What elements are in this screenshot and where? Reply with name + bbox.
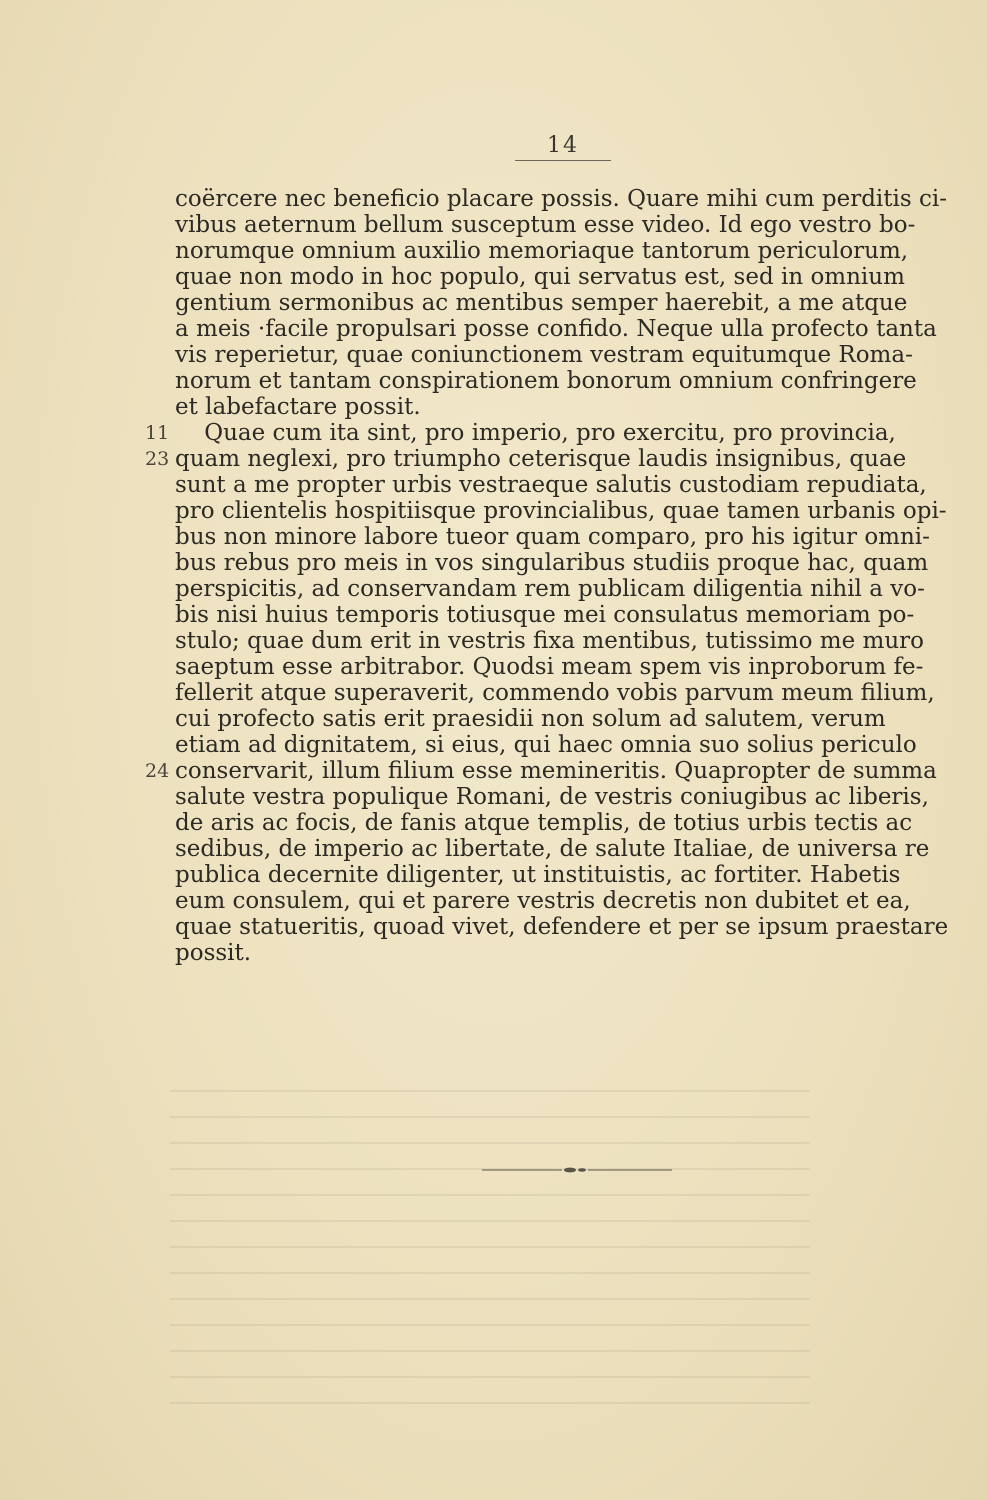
bleed-through-text — [170, 1090, 810, 1410]
text-line-content: vis reperietur, quae coniunctionem vestram equitumque Roma- — [175, 342, 913, 368]
margin-line-number: 11 — [145, 422, 170, 444]
text-line-content: cui profecto satis erit praesidii non solum ad salutem, verum — [175, 706, 886, 732]
text-line-content: sunt a me propter urbis vestraeque salutis custodiam repudiata, — [175, 472, 927, 498]
text-line-content: pro clientelis hospitiisque provincialibus, quae tamen urbanis opi- — [175, 498, 947, 524]
text-line-content: conservarit, illum filium esse memineritis. Quapropter de summa — [175, 758, 937, 784]
text-line-content: norum et tantam conspirationem bonorum omnium confringere — [175, 368, 917, 394]
text-line — [145, 758, 965, 784]
text-line-content: stulo; quae dum erit in vestris fixa mentibus, tutissimo me muro — [175, 628, 924, 654]
text-line-content: bus rebus pro meis in vos singularibus studiis proque hac, quam — [175, 550, 929, 576]
text-line — [175, 368, 965, 394]
text-line — [145, 446, 965, 472]
text-line-content: etiam ad dignitatem, si eius, qui haec omnia suo solius periculo — [175, 732, 917, 758]
text-line — [175, 628, 965, 654]
text-line — [175, 186, 965, 212]
text-line — [175, 394, 965, 420]
text-line — [175, 654, 965, 680]
text-line — [175, 550, 965, 576]
text-line-content: saeptum esse arbitrabor. Quodsi meam spem vis inproborum fe- — [175, 654, 924, 680]
text-line-content: quam neglexi, pro triumpho ceterisque laudis insignibus, quae — [175, 446, 907, 472]
text-line — [175, 784, 965, 810]
text-line — [175, 576, 965, 602]
text-line — [175, 316, 965, 342]
text-line — [175, 342, 965, 368]
text-line — [175, 498, 965, 524]
text-line — [175, 212, 965, 238]
text-line-content: publica decernite diligenter, ut instituistis, ac fortiter. Habetis — [175, 862, 901, 888]
text-line-content: bus non minore labore tueor quam comparo, pro his igitur omni- — [175, 524, 930, 550]
text-line-content: sedibus, de imperio ac libertate, de salute Italiae, de universa re — [175, 836, 930, 862]
text-line-content: et labefactare possit. — [175, 394, 421, 420]
text-line — [175, 472, 965, 498]
page-number-rule — [515, 160, 611, 161]
text-line — [175, 940, 965, 966]
page-number: 14 — [547, 133, 579, 158]
text-line — [175, 290, 965, 316]
text-line — [175, 602, 965, 628]
text-line — [175, 914, 965, 940]
text-line-content: norumque omnium auxilio memoriaque tantorum periculorum, — [175, 238, 909, 264]
text-line — [145, 420, 965, 446]
text-line-content: quae statueritis, quoad vivet, defendere et per se ipsum praestare — [175, 914, 949, 940]
text-line — [175, 680, 965, 706]
margin-line-number: 24 — [145, 760, 170, 782]
text-line-content: coërcere nec beneficio placare possis. Quare mihi cum perditis ci- — [175, 186, 948, 212]
text-line-content: a meis ·facile propulsari posse confido. Neque ulla profecto tanta — [175, 316, 937, 342]
text-line — [175, 888, 965, 914]
latin-text-block — [145, 186, 965, 966]
text-line-content: eum consulem, qui et parere vestris decretis non dubitet et ea, — [175, 888, 911, 914]
text-line-content: perspicitis, ad conservandam rem publicam diligentia nihil a vo- — [175, 576, 925, 602]
text-line — [175, 836, 965, 862]
text-line-content: quae non modo in hoc populo, qui servatus est, sed in omnium — [175, 264, 905, 290]
text-line — [175, 706, 965, 732]
text-line-content: Quae cum ita sint, pro imperio, pro exercitu, pro provincia, — [175, 420, 896, 446]
end-ornament — [482, 1165, 672, 1175]
text-line-content: vibus aeternum bellum susceptum esse video. Id ego vestro bo- — [175, 212, 916, 238]
text-line-content: de aris ac focis, de fanis atque templis, de totius urbis tectis ac — [175, 810, 913, 836]
text-line — [175, 264, 965, 290]
text-line-content: salute vestra populique Romani, de vestris coniugibus ac liberis, — [175, 784, 929, 810]
text-line — [175, 810, 965, 836]
text-line-content: bis nisi huius temporis totiusque mei consulatus memoriam po- — [175, 602, 915, 628]
text-line-content: fellerit atque superaverit, commendo vobis parvum meum filium, — [175, 680, 935, 706]
text-line — [175, 238, 965, 264]
text-line — [175, 524, 965, 550]
text-line-content: possit. — [175, 940, 252, 966]
text-line — [175, 732, 965, 758]
text-line — [175, 862, 965, 888]
text-line-content: gentium sermonibus ac mentibus semper haerebit, a me atque — [175, 290, 908, 316]
margin-line-number: 23 — [145, 448, 170, 470]
